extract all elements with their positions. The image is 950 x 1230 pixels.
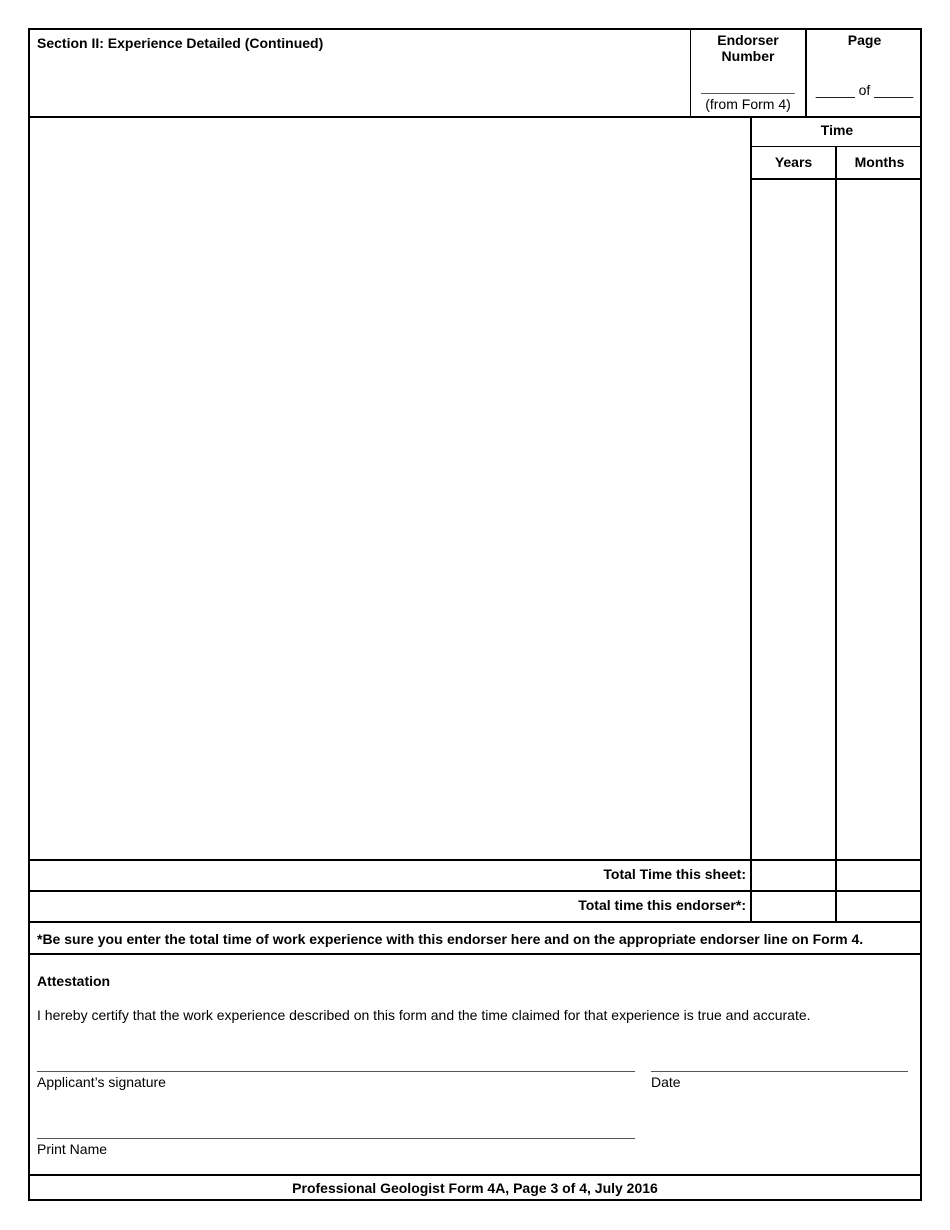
endorser-label: Endorser [717,32,779,48]
note-bottom-rule [28,953,922,955]
years-header: Years [774,154,813,170]
total-endorser-months-field[interactable] [837,892,922,921]
total-endorser-label: Total time this endorser*: [578,897,746,913]
footer-top-rule [28,1174,922,1176]
section-title: Section II: Experience Detailed (Continued) [37,35,324,51]
print-name-label: Print Name [37,1141,108,1157]
endorser-number-field[interactable]: ____________ [701,78,795,94]
signature-label: Applicant’s signature [37,1074,166,1090]
total-sheet-months-field[interactable] [837,861,922,890]
attestation-heading: Attestation [37,973,111,989]
form-footer: Professional Geologist Form 4A, Page 3 of 4, July 2016 [292,1180,658,1196]
print-name-line[interactable] [37,1138,635,1139]
total-sheet-years-field[interactable] [752,861,835,890]
total-endorser-years-field[interactable] [752,892,835,921]
attestation-statement: I hereby certify that the work experience described on this form and the time claimed for that experience is true and accurate. [37,1007,811,1023]
endorser-note: (from Form 4) [705,96,791,112]
time-title: Time [820,122,854,138]
total-sheet-label: Total Time this sheet: [603,866,746,882]
experience-description-area[interactable] [30,118,750,860]
months-header: Months [854,154,905,170]
time-title-bottom-rule [751,146,922,147]
page-number-field[interactable]: _____ of _____ [815,82,914,98]
page-label: Page [847,32,882,48]
endorser-label-2: Number [721,48,775,64]
years-entry-column[interactable] [752,180,835,860]
months-entry-column[interactable] [837,180,922,860]
signature-line[interactable] [37,1071,635,1072]
date-label: Date [651,1074,681,1090]
date-line[interactable] [651,1071,908,1072]
totals-bottom-rule [28,921,922,923]
endorser-note-text: *Be sure you enter the total time of work experience with this endorser here and on the appropriate endorser line on Form 4. [37,931,864,947]
